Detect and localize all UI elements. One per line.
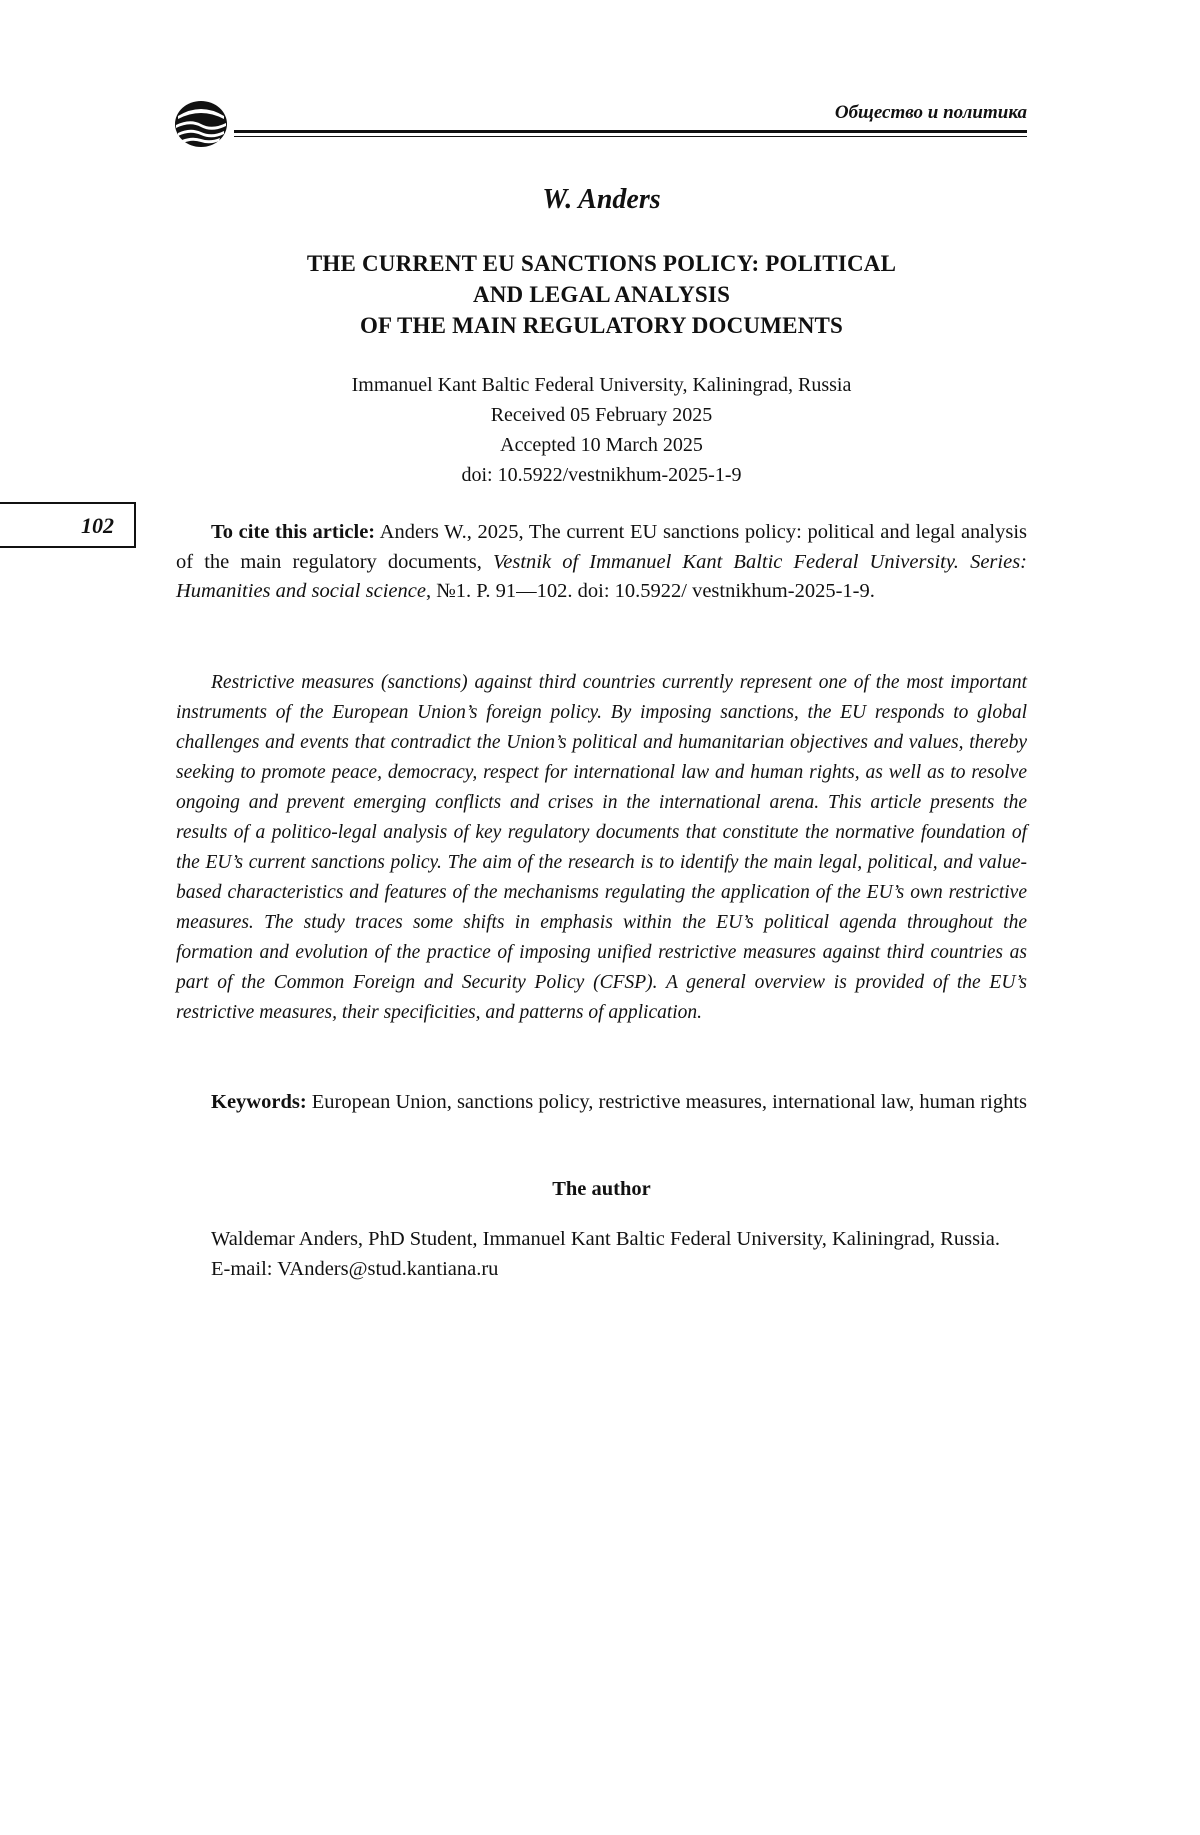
page-number-box <box>0 502 136 548</box>
title-line: AND LEGAL ANALYSIS <box>472 282 731 307</box>
citation-journal: Vestnik of Immanuel Kant Baltic Federal University. Series: Humanities and social science <box>176 550 1028 602</box>
keywords-text: European Union, sanctions policy, restrictive measures, international law, human rights <box>306 1091 1027 1113</box>
title-line: THE CURRENT EU SANCTIONS POLICY: POLITICAL <box>306 251 897 276</box>
page-header <box>172 98 1027 148</box>
article-meta <box>176 370 1027 490</box>
page-number: 102 <box>81 513 114 538</box>
author-email: E-mail: VAnders@stud.kantiana.ru <box>211 1258 499 1280</box>
author-bio: Waldemar Anders, PhD Student, Immanuel Kant Baltic Federal University, Kaliningrad, Russia. <box>211 1228 1000 1250</box>
article-title <box>176 248 1027 341</box>
author-info <box>176 1224 1027 1284</box>
abstract: Restrictive measures (sanctions) against third countries currently represent one of the most important instruments of the European Union’s foreign policy. By imposing sanctions, the EU responds to global challenges and events that contradict the Union’s political and humanitarian objectives and values, thereby seeking to promote peace, democracy, respect for international law and human rights, as well as to resolve ongoing and prevent emerging conflicts and crises in the international arena. This article presents the results of a politico-legal analysis of key regulatory documents that constitute the normative foundation of the EU’s current sanctions policy. The aim of the research is to identify the main legal, political, and value-based characteristics and features of the mechanisms regulating the application of the EU’s own restrictive measures. The study traces some shifts in emphasis within the EU’s political agenda throughout the formation and evolution of the practice of imposing unified restrictive measures against third countries as part of the Common Foreign and Security Policy (CFSP). A general overview is provided of the EU’s restrictive measures, their specificities, and patterns of application. <box>176 672 1027 1023</box>
running-title: Общество и политика <box>834 102 1027 123</box>
received-date: Received 05 February 2025 <box>490 404 713 426</box>
author-section-heading: The author <box>552 1178 651 1200</box>
keywords-label: Keywords: <box>211 1091 307 1113</box>
keywords-paragraph <box>176 1087 1027 1117</box>
title-line: OF THE MAIN REGULATORY DOCUMENTS <box>359 313 844 338</box>
doi: doi: 10.5922/vestnikhum-2025-1-9 <box>461 464 742 486</box>
accepted-date: Accepted 10 March 2025 <box>500 434 703 456</box>
journal-wave-logo-icon <box>172 98 230 150</box>
citation-label: To cite this article: <box>211 521 376 543</box>
citation-paragraph <box>176 518 1027 607</box>
citation-text: Anders W., 2025, The current EU sanctions policy: political and legal analysis of the main regulatory documents, <box>176 521 1027 573</box>
article-author: W. Anders <box>542 184 661 215</box>
citation-text-end: , №1. P. 91—102. doi: 10.5922/ vestnikhum-2025-1-9. <box>425 580 875 602</box>
affiliation: Immanuel Kant Baltic Federal University, Kaliningrad, Russia <box>351 374 852 396</box>
header-rule-thin <box>234 136 1027 137</box>
header-rule-thick <box>234 130 1027 133</box>
